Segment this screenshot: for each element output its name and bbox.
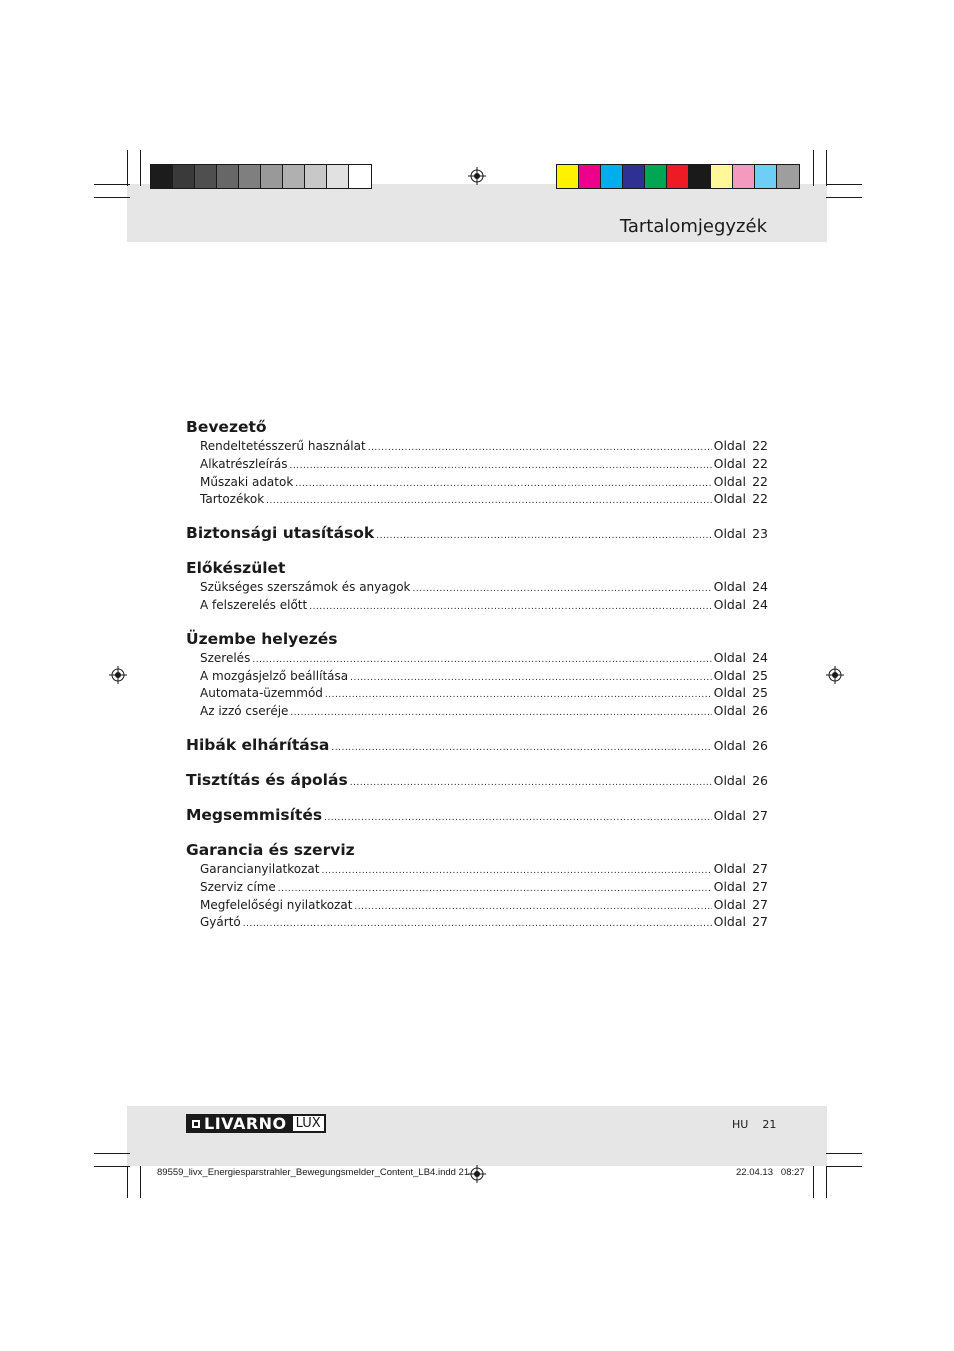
registration-mark-icon [826,666,844,684]
page-word: Oldal [713,579,746,595]
page-number: 24 [752,649,768,665]
registration-mark-icon [468,167,486,185]
color-swatch [711,165,733,188]
slug-date: 22.04.13 [736,1167,773,1178]
toc-section [186,630,768,720]
toc-section [186,771,768,790]
toc-page-ref [714,524,768,543]
toc-section [186,524,768,543]
dot-leader [368,440,712,458]
dot-leader [324,809,712,828]
crop-mark [94,1153,130,1154]
toc-entry-label: Műszaki adatok [200,474,294,489]
dot-leader [266,493,711,511]
crop-mark [826,1153,862,1154]
toc-entry-label: Szerviz címe [200,879,276,894]
logo-lux: LUX [291,1114,326,1133]
crop-mark [94,184,130,185]
page-word: Oldal [713,896,746,912]
color-swatch [733,165,755,188]
grayscale-color-bar [150,164,372,189]
page-number: 22 [752,491,768,507]
dot-leader [290,458,712,476]
crop-mark [813,1166,814,1198]
toc-section-title[interactable]: Előkészület [186,559,286,578]
toc-page-ref [714,771,768,790]
page-number: 26 [752,703,768,719]
logo-main [186,1114,291,1133]
dot-leader [350,774,712,793]
toc-page-ref [714,578,768,596]
toc-entry-label: Automata-üzemmód [200,686,323,701]
toc-page-ref [714,896,768,914]
slug-time: 08:27 [780,1167,805,1178]
footer-page-info [732,1118,776,1131]
toc-entry[interactable] [186,437,768,455]
crop-mark [94,197,130,198]
crop-mark [826,150,827,186]
color-swatch [305,165,327,188]
toc-section-entry[interactable] [186,806,768,825]
dot-leader [354,899,711,917]
toc-entry-label: A mozgásjelző beállítása [200,668,349,683]
crop-mark [140,150,141,186]
crop-mark [826,184,862,185]
page-number: 22 [752,473,768,489]
page-number: 26 [752,772,768,788]
page-number: 23 [752,526,768,542]
crop-mark [826,1166,862,1167]
logo-square-icon [192,1120,200,1128]
color-swatch [173,165,195,188]
page-number: 26 [752,737,768,753]
crop-mark [826,1166,827,1198]
toc-entry[interactable] [186,578,768,596]
page-word: Oldal [713,772,746,788]
toc-page-ref [714,667,768,685]
toc-page-ref [714,473,768,491]
process-color-bar [556,164,800,189]
dot-leader [290,705,711,723]
crop-mark [127,1166,128,1198]
toc-page-ref [714,490,768,508]
page-number: 25 [752,667,768,683]
toc-entry-label: Tartozékok [200,492,265,507]
color-swatch [557,165,579,188]
page-word: Oldal [713,807,746,823]
page-word: Oldal [713,737,746,753]
toc-entry[interactable] [186,913,768,931]
language-code: HU [732,1118,749,1131]
toc-section-entry[interactable] [186,524,768,543]
page-number: 27 [752,860,768,876]
toc-page-ref [714,702,768,720]
page-number: 21 [762,1118,777,1131]
color-swatch [645,165,667,188]
dot-leader [243,916,712,934]
toc-section [186,806,768,825]
toc-entry[interactable] [186,455,768,473]
registration-mark-icon [109,666,127,684]
toc-page-ref [714,913,768,931]
toc-entry[interactable] [186,667,768,685]
page-word: Oldal [713,596,746,612]
page-word: Oldal [713,685,746,701]
dot-leader [413,581,712,599]
color-swatch [349,165,371,188]
toc-entry[interactable] [186,649,768,667]
crop-mark [94,1166,130,1167]
color-swatch [667,165,689,188]
page-word: Oldal [713,667,746,683]
toc-section [186,736,768,755]
toc-section-title: Megsemmisítés [186,805,323,824]
crop-mark [826,197,862,198]
dot-leader [376,527,711,546]
toc-section-title[interactable]: Üzembe helyezés [186,629,338,648]
toc-section-entry[interactable] [186,771,768,790]
registration-mark-icon [468,1165,486,1183]
toc-page-ref [714,806,768,825]
page-number: 25 [752,685,768,701]
dot-leader [309,599,711,617]
toc-page-ref [714,684,768,702]
livarno-lux-logo [186,1114,326,1133]
page-word: Oldal [713,878,746,894]
page-number: 22 [752,438,768,453]
crop-mark [127,150,128,186]
toc-page-ref [714,736,768,755]
page-word: Oldal [713,526,746,542]
dot-leader [295,476,711,494]
toc-entry[interactable] [186,473,768,491]
color-swatch [217,165,239,188]
page-word: Oldal [713,914,746,930]
page-word: Oldal [713,649,746,665]
page-word: Oldal [713,860,746,876]
slug-date-time [736,1167,805,1178]
toc-entry[interactable] [186,596,768,614]
color-swatch [601,165,623,188]
toc-entry[interactable] [186,490,768,508]
toc-page-ref [714,455,768,473]
page-number: 24 [752,596,768,612]
toc-page-ref [714,596,768,614]
toc-section-title: Biztonsági utasítások [186,524,375,543]
toc-entry[interactable] [186,878,768,896]
toc-section-title[interactable]: Bevezető [186,418,267,436]
toc-section-title: Hibák elhárítása [186,735,330,754]
page-number: 22 [752,455,768,471]
toc-entry-label: Gyártó [200,915,241,930]
page-number: 27 [752,896,768,912]
toc-entry-label: Garancianyilatkozat [200,861,320,876]
toc-entry[interactable] [186,860,768,878]
toc-section [186,559,768,614]
page-number: 27 [752,807,768,823]
crop-mark [813,150,814,186]
toc-entry[interactable] [186,684,768,702]
dot-leader [325,687,712,705]
toc-page-ref [714,437,768,455]
page-title: Tartalomjegyzék [619,216,767,237]
toc-section [186,841,768,931]
toc-entry-label: Szerelés [200,650,251,665]
toc-section [186,418,768,508]
page-word: Oldal [713,491,746,507]
page-word: Oldal [713,455,746,471]
toc-page-ref [714,860,768,878]
color-swatch [689,165,711,188]
toc-entry-label: Rendeltetésszerű használat [200,439,366,453]
toc-entry-label: Az izzó cseréje [200,704,289,719]
color-swatch [623,165,645,188]
toc-entry-label: Alkatrészleírás [200,456,288,471]
toc-entry-label: A felszerelés előtt [200,597,308,612]
toc-page-ref [714,649,768,667]
dot-leader [331,739,711,758]
page-number: 27 [752,878,768,894]
color-swatch [261,165,283,188]
slug-file-name: 89559_livx_Energiesparstrahler_Bewegungsmelder_Content_LB4.indd 21 [157,1167,470,1178]
color-swatch [239,165,261,188]
page-number: 24 [752,579,768,595]
color-swatch [283,165,305,188]
toc-entry[interactable] [186,896,768,914]
color-swatch [579,165,601,188]
page-word: Oldal [713,473,746,489]
toc-section-entry[interactable] [186,736,768,755]
toc-entry-label: Megfelelőségi nyilatkozat [200,897,353,912]
color-swatch [327,165,349,188]
color-swatch [151,165,173,188]
page-word: Oldal [713,703,746,719]
dot-leader [321,863,711,881]
page-word: Oldal [713,438,746,453]
toc-section-title[interactable]: Garancia és szerviz [186,840,355,859]
toc-section-title: Tisztítás és ápolás [186,770,348,789]
toc-page-ref [714,878,768,896]
toc-entry[interactable] [186,702,768,720]
color-swatch [755,165,777,188]
dot-leader [350,670,712,688]
toc-entry-label: Szükséges szerszámok és anyagok [200,580,411,595]
page-number: 27 [752,914,768,930]
table-of-contents [186,418,768,931]
color-swatch [777,165,799,188]
crop-mark [140,1166,141,1198]
logo-text: LIVARNO [204,1114,287,1133]
color-swatch [195,165,217,188]
